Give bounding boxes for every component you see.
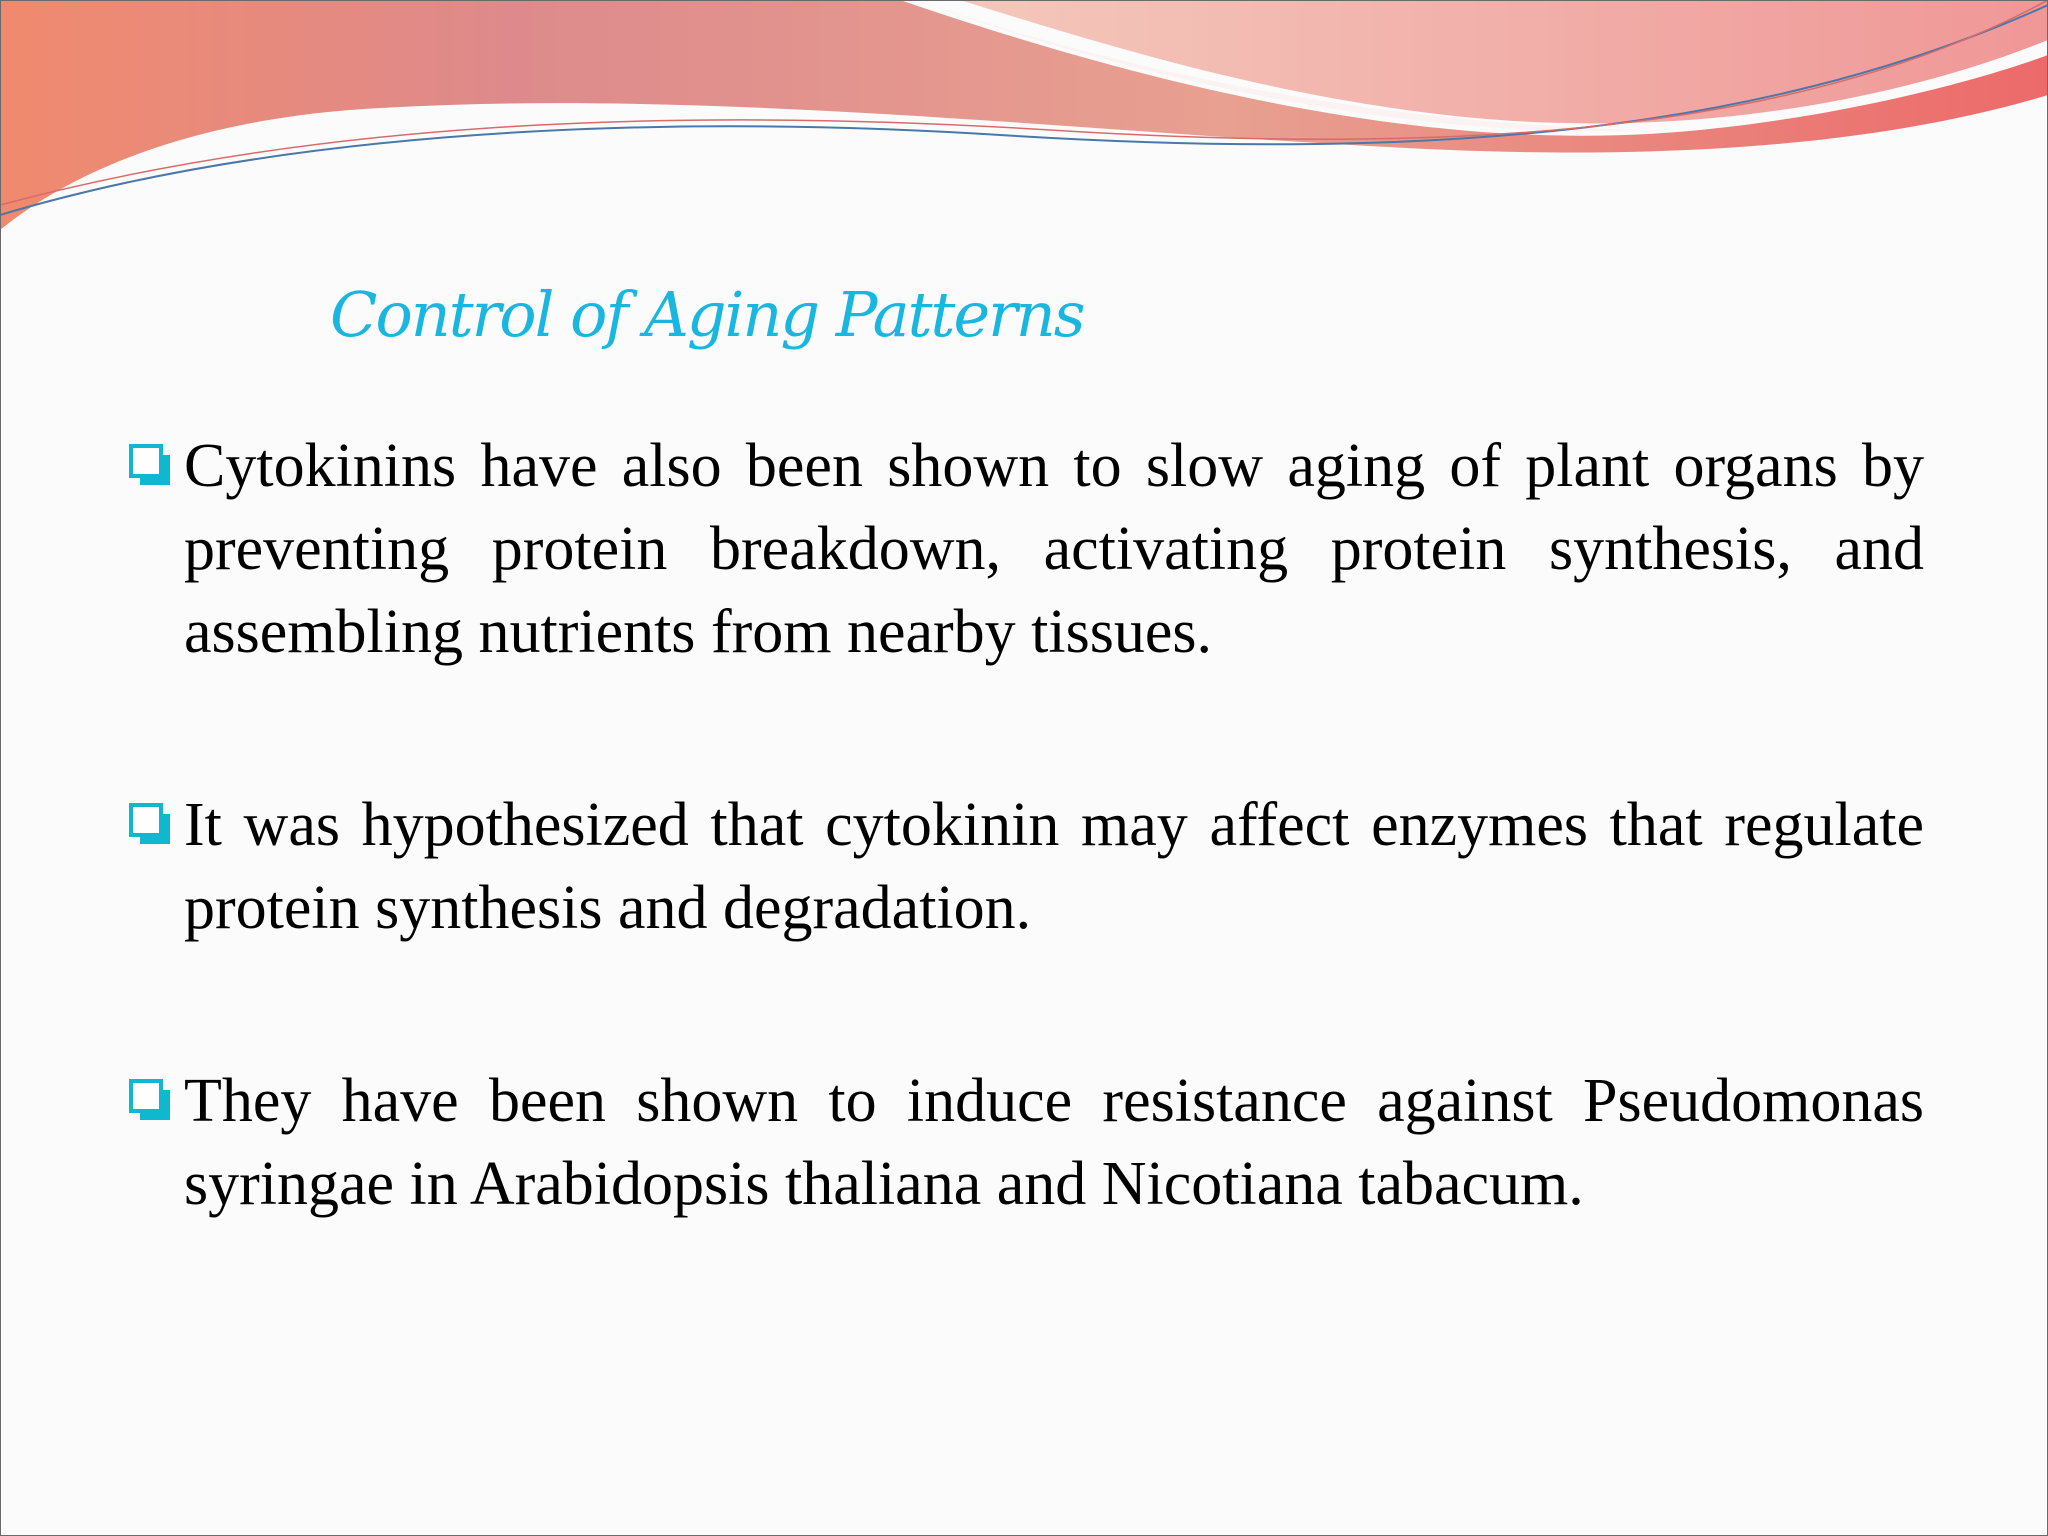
bullet-list xyxy=(128,425,1924,1226)
bullet-text: They have been shown to induce resistance against Pseudomonas syringae in Arabidopsis thaliana and Nicotiana tabacum. xyxy=(184,1067,1924,1218)
bullet-item xyxy=(128,1060,1924,1226)
bullet-text: It was hypothesized that cytokinin may affect enzymes that regulate protein synthesis and degradation. xyxy=(184,791,1924,942)
slide-title: Control of Aging Patterns xyxy=(330,278,1084,351)
checkbox-square-icon xyxy=(128,443,174,489)
checkbox-square-icon xyxy=(128,1078,174,1124)
bullet-text: Cytokinins have also been shown to slow aging of plant organs by preventing protein breakdown, activating protein synthesis, and assembling nutrients from nearby tissues. xyxy=(184,432,1924,666)
bullet-item xyxy=(128,784,1924,950)
checkbox-square-icon xyxy=(128,802,174,848)
bullet-item xyxy=(128,425,1924,674)
header-wave-decoration xyxy=(0,0,2048,240)
